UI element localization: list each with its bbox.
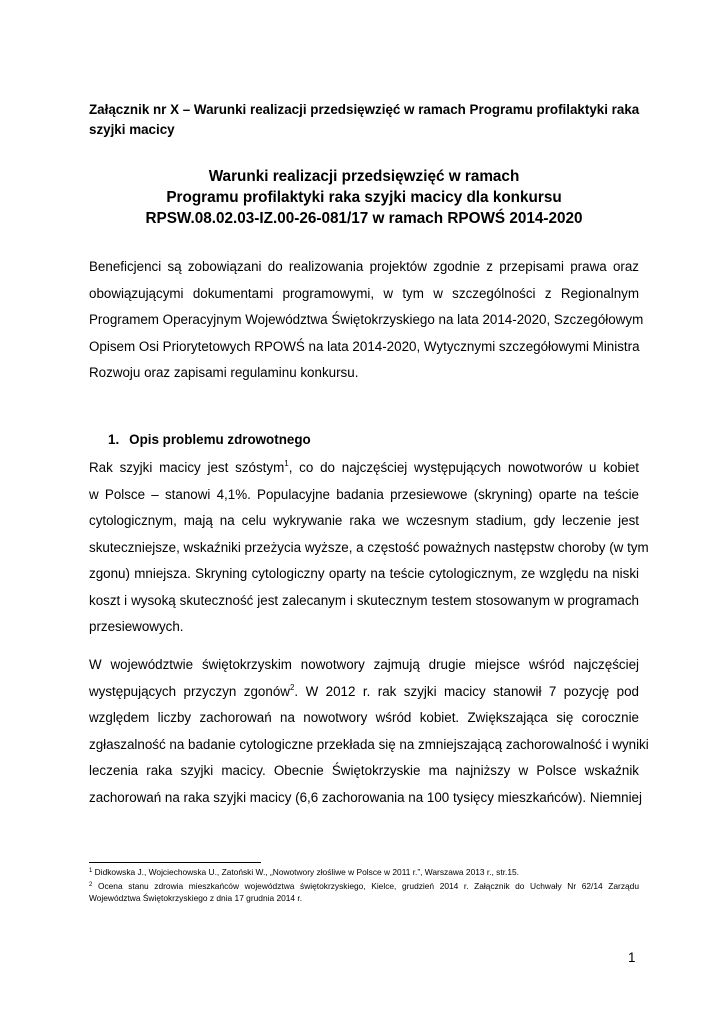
intro-line: obowiązującymi dokumentami programowymi, w tym w szczególności z Regionalnym bbox=[89, 285, 639, 301]
text-segment: Rak szyjki macicy jest szóstym bbox=[89, 460, 285, 475]
section-paragraph-1 bbox=[89, 455, 649, 641]
paragraph-line: W województwie świętokrzyskim nowotwory zajmują drugie miejsce wśród najczęściej bbox=[89, 657, 639, 672]
paragraph-line: zgłaszalność na badanie cytologiczne przekłada się na zmniejszającą zachorowalność i wyniki bbox=[89, 736, 649, 752]
footnote-ref-1[interactable]: 1 bbox=[284, 459, 289, 468]
footnote-line bbox=[89, 880, 639, 892]
document-title bbox=[89, 166, 639, 229]
footnote-mark: 2 bbox=[89, 882, 93, 888]
section-heading bbox=[108, 432, 311, 447]
paragraph-line: w Polsce – stanowi 4,1%. Populacyjne badania przesiewowe (skryning) oparte na teście bbox=[89, 486, 639, 502]
footnote-1 bbox=[89, 866, 639, 878]
paragraph-line: cytologicznym, mają na celu wykrywanie raka we wczesnym stadium, gdy leczenie jest bbox=[89, 513, 639, 528]
annex-heading-line-1: Załącznik nr X – Warunki realizacji przedsięwzięć w ramach Programu profilaktyki raka bbox=[89, 102, 640, 117]
intro-paragraph bbox=[89, 254, 644, 387]
text-segment: , co do najczęściej występujących nowotworów u kobiet bbox=[288, 460, 640, 475]
paragraph-line: leczenia raka szyjki macicy. Obecnie Świętokrzyskie ma najniższy w Polsce wskaźnik bbox=[89, 763, 639, 778]
section-title: Opis problemu zdrowotnego bbox=[129, 432, 311, 447]
footnote-text: Ocena stanu zdrowia mieszkańców województwa świętokrzyskiego, Kielce, grudzień 2014 r. Załącznik do Uchwały Nr 62/14 Zarządu bbox=[92, 881, 639, 891]
intro-line: Opisem Osi Priorytetowych RPOWŚ na lata 2014-2020, Wytycznymi szczegółowymi Ministra bbox=[89, 338, 640, 354]
intro-line: Rozwoju oraz zapisami regulaminu konkursu. bbox=[89, 365, 359, 380]
title-line-3: RPSW.08.02.03-IZ.00-26-081/17 w ramach RPOWŚ 2014-2020 bbox=[145, 210, 583, 227]
section-number: 1. bbox=[108, 432, 120, 447]
paragraph-line: zachorowań na raka szyjki macicy (6,6 zachorowania na 100 tysięcy mieszkańców). Niemniej bbox=[89, 789, 642, 805]
paragraph-line: koszt i wysoką skuteczność jest zalecanym i skutecznym testem stosowanym w programach bbox=[89, 592, 639, 608]
footnote-ref-2[interactable]: 2 bbox=[289, 682, 295, 692]
annex-heading bbox=[89, 100, 639, 140]
footnote-line: Województwa Świętokrzyskiego z dnia 17 grudnia 2014 r. bbox=[89, 893, 303, 903]
paragraph-line: skuteczniejsze, wskaźniki przeżycia wyższe, a częstość poważnych następstw choroby (w tym bbox=[89, 539, 649, 555]
paragraph-line: zgonu) mniejsza. Skryning cytologiczny oparty na teście cytologicznym, ze względu na niski bbox=[89, 566, 639, 581]
footnote-divider bbox=[89, 862, 261, 863]
text-segment: . W 2012 r. rak szyjki macicy stanowił 7 pozycję pod bbox=[294, 683, 639, 699]
paragraph-line bbox=[89, 455, 639, 482]
title-line-2: Programu profilaktyki raka szyjki macicy dla konkursu bbox=[166, 189, 562, 206]
footnote-2 bbox=[89, 880, 639, 904]
footnote-text: Didkowska J., Wojciechowska U., Zatoński W., „Nowotwory złośliwe w Polsce w 2011 r.”, Warszawa 2013 r., str.15. bbox=[92, 867, 519, 877]
annex-heading-line-2: szyjki macicy bbox=[89, 122, 175, 137]
intro-line: Programem Operacyjnym Województwa Świętokrzyskiego na lata 2014-2020, Szczegółowym bbox=[89, 312, 644, 327]
paragraph-line: względem liczby zachorowań na nowotwory wśród kobiet. Zwiększająca się corocznie bbox=[89, 710, 639, 725]
title-line-1: Warunki realizacji przedsięwzięć w ramach bbox=[208, 168, 520, 185]
text-segment: występujących przyczyn zgonów bbox=[89, 683, 290, 699]
page-number: 1 bbox=[628, 950, 636, 965]
paragraph-line: przesiewowych. bbox=[89, 619, 184, 634]
section-paragraph-2 bbox=[89, 652, 649, 811]
intro-line: Beneficjenci są zobowiązani do realizowania projektów zgodnie z przepisami prawa oraz bbox=[89, 259, 639, 274]
paragraph-line bbox=[89, 679, 639, 706]
footnote-mark: 1 bbox=[89, 868, 93, 874]
footnote-line bbox=[89, 866, 639, 878]
